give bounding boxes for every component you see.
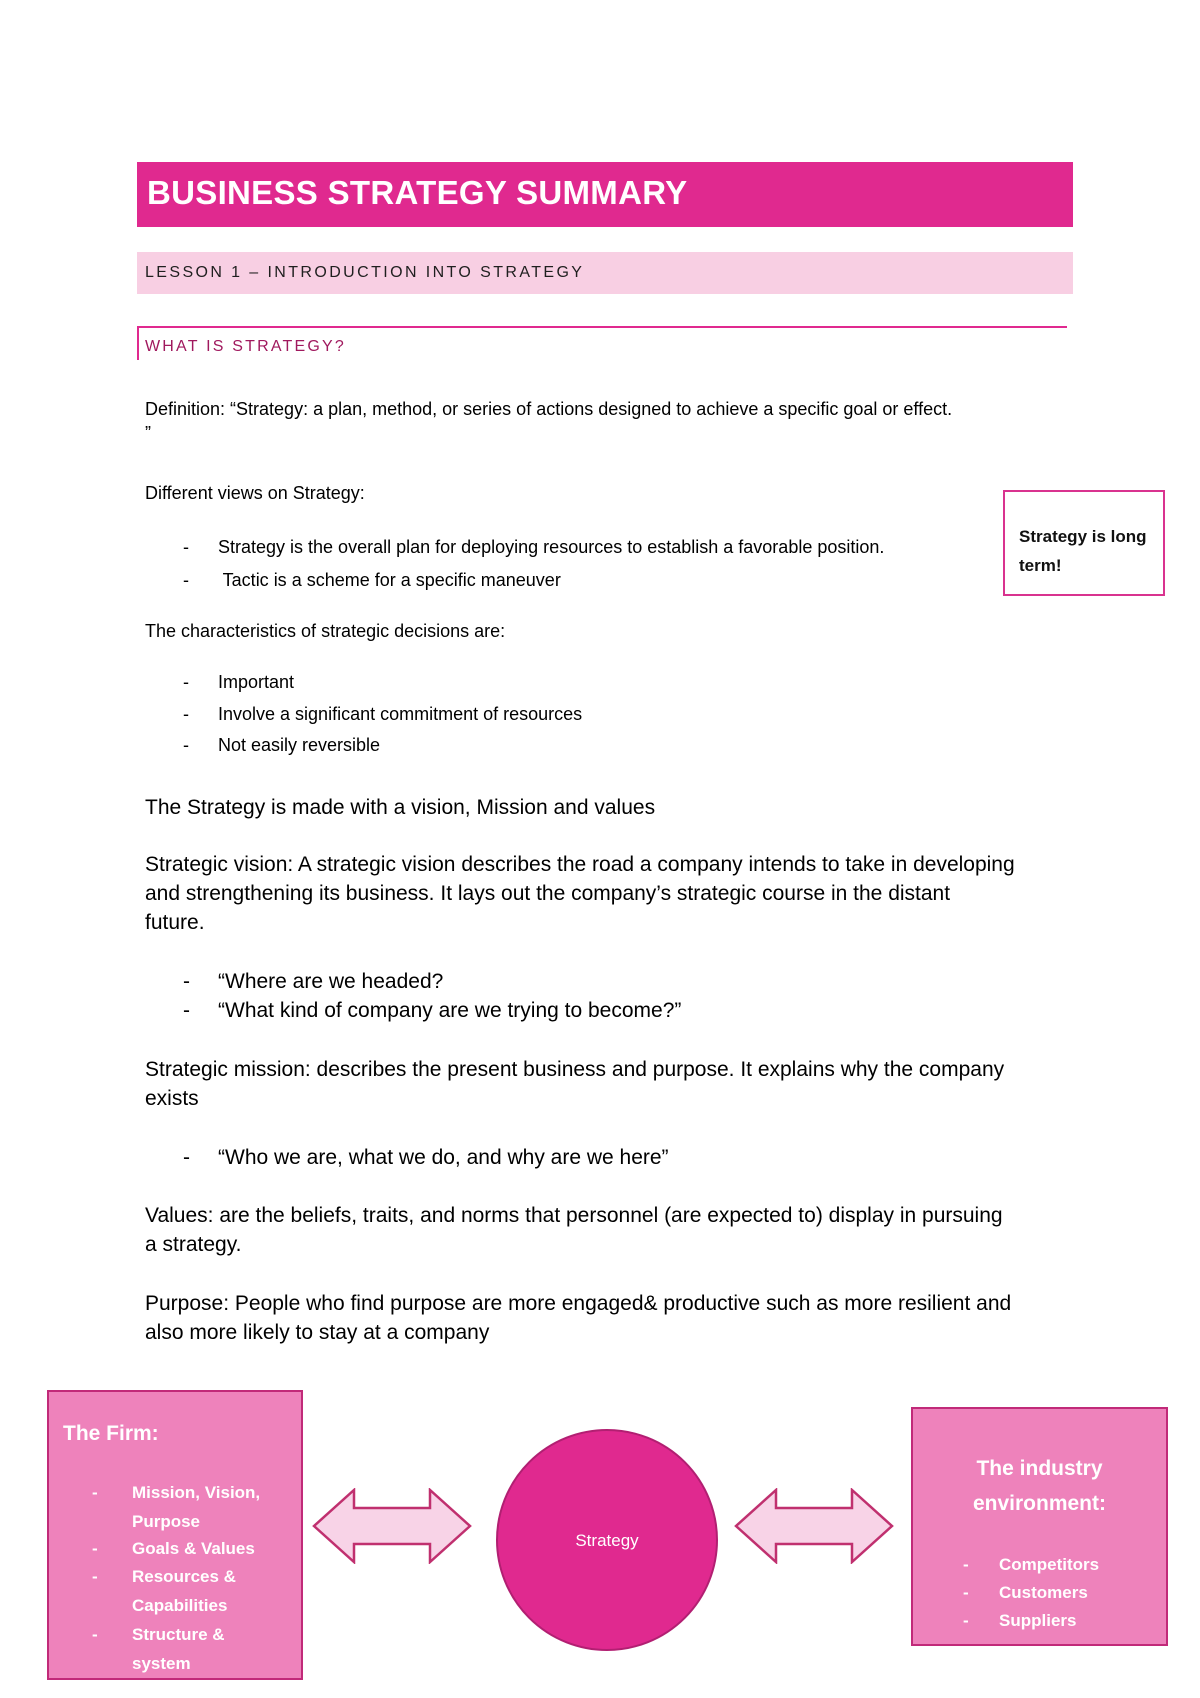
firm-box [47, 1390, 303, 1680]
definition-line-2: ” [145, 423, 151, 443]
vision-line: Strategic vision: A strategic vision describes the road a company intends to take in developing [145, 853, 1015, 876]
strategy-circle [496, 1429, 718, 1651]
values-line: a strategy. [145, 1233, 242, 1256]
bullet-dash: - [183, 570, 189, 590]
callout-text: Strategy is long term! [1019, 527, 1147, 575]
industry-title [913, 1451, 1166, 1521]
double-arrow-left-icon [312, 1488, 472, 1564]
characteristics-heading: The characteristics of strategic decisions are: [145, 621, 506, 641]
list-item-text: Important [218, 672, 295, 692]
lesson-bar [137, 252, 1073, 294]
vision-line: and strengthening its business. It lays out the company’s strategic course in the distant [145, 882, 951, 905]
section-heading: WHAT IS STRATEGY? [145, 338, 346, 355]
list-item-text: “What kind of company are we trying to become?” [218, 999, 682, 1022]
double-arrow-right-icon [734, 1488, 894, 1564]
firm-item-line: Structure & [132, 1625, 225, 1644]
industry-item-text: Suppliers [999, 1611, 1077, 1630]
bullet-dash: - [92, 1539, 98, 1558]
firm-item-line: Capabilities [132, 1596, 228, 1615]
values-line: Values: are the beliefs, traits, and norms that personnel (are expected to) display in pursuing [145, 1204, 1003, 1227]
views-heading: Different views on Strategy: [145, 483, 365, 503]
lesson-heading: LESSON 1 – INTRODUCTION INTO STRATEGY [145, 264, 585, 281]
strategy-circle-label: Strategy [575, 1531, 639, 1550]
list-item-text: Involve a significant commitment of resources [218, 704, 583, 724]
list-item-text: “Where are we headed? [218, 970, 444, 993]
bullet-dash: - [183, 537, 189, 557]
firm-item-line: system [132, 1654, 191, 1673]
industry-box [911, 1407, 1168, 1646]
list-item-text: Strategy is the overall plan for deploying resources to establish a favorable position. [218, 537, 885, 557]
section-rule [137, 326, 1067, 328]
bullet-dash: - [92, 1625, 98, 1644]
callout-box [1003, 490, 1165, 596]
strategy-intro: The Strategy is made with a vision, Mission and values [145, 796, 656, 819]
mission-line: exists [145, 1087, 199, 1110]
firm-title: The Firm: [63, 1422, 159, 1445]
bullet-dash: - [183, 1146, 190, 1169]
bullet-dash: - [183, 970, 190, 993]
firm-item-line: Mission, Vision, [132, 1483, 261, 1502]
purpose-line: also more likely to stay at a company [145, 1321, 490, 1344]
bullet-dash: - [963, 1611, 969, 1630]
bullet-dash: - [183, 672, 189, 692]
bullet-dash: - [963, 1555, 969, 1574]
firm-item-line: Resources & [132, 1567, 236, 1586]
mission-line: Strategic mission: describes the present business and purpose. It explains why the company [145, 1058, 1005, 1081]
bullet-dash: - [92, 1483, 98, 1502]
firm-item-line: Goals & Values [132, 1539, 255, 1558]
industry-title-line: environment: [972, 1492, 1106, 1515]
bullet-dash: - [183, 735, 189, 755]
bullet-dash: - [963, 1583, 969, 1602]
industry-title-line: The industry [976, 1457, 1103, 1480]
definition-line-1: Definition: “Strategy: a plan, method, or series of actions designed to achieve a specific goal or effect. [145, 399, 953, 419]
section-rule-left [137, 326, 139, 360]
document-title: BUSINESS STRATEGY SUMMARY [147, 174, 688, 211]
list-item-text: “Who we are, what we do, and why are we here” [218, 1146, 669, 1169]
list-item-text: Tactic is a scheme for a specific maneuver [218, 570, 561, 590]
bullet-dash: - [183, 999, 190, 1022]
title-bar [137, 162, 1073, 227]
bullet-dash: - [92, 1567, 98, 1586]
bullet-dash: - [183, 704, 189, 724]
industry-item-text: Competitors [999, 1555, 1100, 1574]
purpose-line: Purpose: People who find purpose are more engaged& productive such as more resilient and [145, 1292, 1012, 1315]
firm-item-line: Purpose [132, 1512, 201, 1531]
list-item-text: Not easily reversible [218, 735, 381, 755]
vision-line: future. [145, 911, 205, 934]
industry-item-text: Customers [999, 1583, 1088, 1602]
